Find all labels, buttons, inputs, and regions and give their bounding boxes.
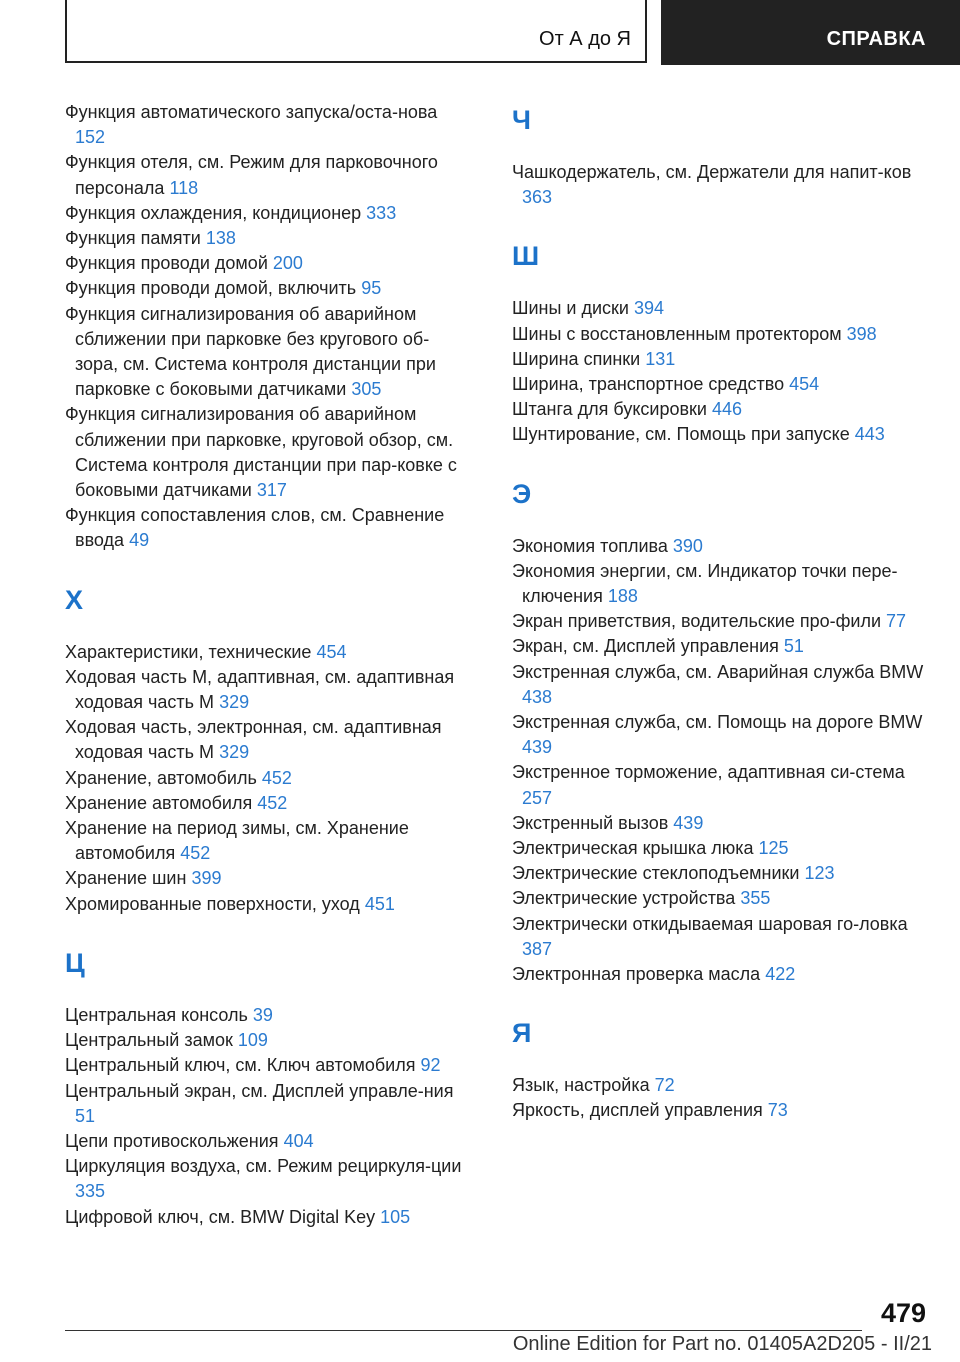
index-page-link[interactable]: 152: [75, 127, 106, 148]
index-page-link[interactable]: 317: [256, 480, 287, 501]
index-page-link[interactable]: 118: [169, 177, 199, 198]
index-page-link[interactable]: 329: [219, 742, 250, 763]
index-page-link[interactable]: 51: [783, 636, 804, 657]
index-entry-term: Штанга для буксировки: [512, 399, 707, 420]
index-entry-term: Яркость, дисплей управления: [512, 1100, 763, 1121]
index-entry: [65, 100, 470, 150]
index-entry: [512, 372, 932, 397]
index-entry-term: Функция памяти: [65, 228, 201, 249]
index-entry: [512, 160, 932, 210]
index-page-link[interactable]: 452: [261, 767, 292, 788]
index-letter-heading: Ц: [65, 947, 85, 978]
index-entry-term: Электронная проверка масла: [512, 964, 761, 985]
index-entry: [65, 1028, 470, 1053]
index-entry: [512, 1098, 932, 1123]
index-page-link[interactable]: 92: [420, 1055, 441, 1076]
index-entry-term: Экономия топлива: [512, 535, 668, 556]
index-page-link[interactable]: 138: [205, 228, 236, 249]
index-entry: [65, 1129, 470, 1154]
index-entry-term: Цепи противоскольжения: [65, 1130, 279, 1151]
index-entry-term: Электрическая крышка люка: [512, 838, 754, 859]
index-entry-term: Функция сопоставления слов, см. Сравнение ввода: [65, 505, 445, 551]
index-entry: [65, 665, 470, 715]
index-entry-term: Цифровой ключ, см. BMW Digital Key: [65, 1206, 376, 1227]
index-letter-heading: Ч: [512, 105, 531, 135]
index-page-link[interactable]: 105: [380, 1206, 411, 1227]
index-page-link[interactable]: 123: [804, 863, 835, 884]
index-page-link[interactable]: 452: [180, 843, 211, 864]
index-entry-term: Хранение, автомобиль: [65, 767, 257, 788]
index-page-link[interactable]: 49: [129, 530, 150, 551]
index-entry-term: Ходовая часть M, адаптивная, см. адаптивная ходовая часть M: [65, 666, 455, 713]
index-entry: [512, 836, 932, 861]
chapter-tab: [661, 0, 960, 65]
index-page-link[interactable]: 188: [607, 586, 638, 607]
index-page-link[interactable]: 72: [654, 1075, 675, 1096]
index-page-link[interactable]: 387: [522, 938, 553, 959]
index-entry: [65, 201, 470, 226]
index-page-link[interactable]: 355: [740, 888, 771, 909]
index-entry-term: Ходовая часть, электронная, см. адаптивная ходовая часть M: [65, 717, 442, 763]
index-entry: [65, 226, 470, 251]
index-entry-term: Центральная консоль: [65, 1004, 248, 1025]
index-page-link[interactable]: 39: [252, 1004, 273, 1025]
index-entry-term: Язык, настройка: [512, 1075, 650, 1096]
index-entry: [512, 534, 932, 559]
index-entry-term: Хромированные поверхности, уход: [65, 893, 360, 914]
page-header: [65, 0, 960, 65]
page-number: 479: [880, 1298, 926, 1328]
index-page-link[interactable]: 439: [522, 737, 553, 758]
index-entry-term: Экономия энергии, см. Индикатор точки пере‐ключения: [512, 560, 898, 607]
index-entry-term: Шины и диски: [512, 298, 629, 319]
index-page-link[interactable]: 200: [272, 253, 303, 274]
chapter-title: СПРАВКА: [826, 28, 926, 50]
index-entry-term: Хранение шин: [65, 868, 187, 889]
index-entry-term: Экран приветствия, водительские про‐фили: [512, 611, 882, 632]
index-page-link[interactable]: 454: [789, 374, 820, 395]
index-entry-term: Функция проводи домой, включить: [65, 278, 357, 299]
index-column-left: [65, 100, 470, 1230]
index-entry: [65, 1053, 470, 1078]
index-page-link[interactable]: 454: [316, 641, 347, 662]
index-letter-heading: Ш: [512, 241, 540, 272]
index-page-link[interactable]: 451: [364, 893, 395, 914]
index-page-link[interactable]: 390: [672, 535, 703, 556]
index-entry: [512, 861, 932, 886]
index-entry-term: Экстренное торможение, адаптивная си‐стема: [512, 762, 905, 783]
index-entry-term: Функция сигнализирования об аварийном сближении при парковке без кругового об‐зора, см. Система контроля дистанции при парковке с боковыми датчиками: [65, 303, 436, 400]
index-page-link[interactable]: 109: [237, 1030, 268, 1051]
index-entry-term: Центральный замок: [65, 1030, 233, 1051]
index-entry-term: Ширина, транспортное средство: [512, 374, 785, 395]
index-entry-term: Ширина спинки: [512, 348, 641, 369]
index-entry-term: Шунтирование, см. Помощь при запуске: [512, 424, 850, 445]
index-entry: [512, 811, 932, 836]
index-entry: [65, 791, 470, 816]
index-page-link[interactable]: 422: [765, 964, 796, 985]
index-entry-term: Чашкодержатель, см. Держатели для напит‐ков: [512, 162, 912, 182]
index-letter-heading: Я: [512, 1018, 532, 1049]
index-entry-term: Шины с восстановленным протектором: [512, 323, 842, 344]
footer-divider: [65, 1330, 862, 1331]
index-entry: [65, 1079, 470, 1129]
index-entry-term: Функция автоматического запуска/оста‐нова: [65, 102, 438, 122]
index-entry: [512, 296, 932, 321]
index-entry: [512, 397, 932, 422]
index-entry: [65, 816, 470, 866]
index-page-link[interactable]: 399: [191, 868, 222, 889]
index-page-link[interactable]: 333: [366, 202, 397, 223]
index-entry-term: Циркуляция воздуха, см. Режим рециркуля‐ции: [65, 1156, 462, 1177]
index-page-link[interactable]: 394: [634, 298, 665, 319]
index-letter-heading: Э: [512, 478, 532, 509]
index-page-link[interactable]: 439: [673, 812, 704, 833]
index-page-link[interactable]: 329: [219, 692, 250, 713]
index-entry: [65, 1205, 470, 1230]
index-page-link[interactable]: 398: [846, 323, 877, 344]
index-entry-term: Электрически откидываемая шаровая го‐ловка: [512, 913, 908, 934]
index-entry: [65, 251, 470, 276]
index-entry-term: Хранение автомобиля: [65, 792, 253, 813]
index-page-link[interactable]: 446: [712, 399, 743, 420]
index-entry: [512, 1073, 932, 1098]
index-page-link[interactable]: 131: [645, 348, 676, 369]
index-entry: [65, 1154, 470, 1204]
index-letter-heading: Х: [65, 584, 84, 615]
index-entry: [512, 347, 932, 372]
index-entry: [512, 962, 932, 987]
index-entry: [512, 609, 932, 634]
index-entry: [65, 640, 470, 665]
index-page-link[interactable]: 95: [361, 278, 382, 299]
index-entry: [512, 886, 932, 911]
index-entry: [512, 760, 932, 810]
index-entry: [512, 559, 932, 609]
index-entry: [65, 302, 470, 403]
index-entry-term: Хранение на период зимы, см. Хранение автомобиля: [65, 818, 409, 864]
index-entry: [65, 150, 470, 200]
index-entry-term: Функция охлаждения, кондиционер: [65, 202, 362, 223]
index-entry-term: Электрические стеклоподъемники: [512, 863, 800, 884]
index-entry: [65, 1003, 470, 1028]
section-title: От А до Я: [539, 28, 631, 50]
index-entry-term: Функция сигнализирования об аварийном сближении при парковке, круговой обзор, см. Система контроля дистанции при пар‐ковке с боковыми датчиками: [65, 404, 457, 501]
index-page-link[interactable]: 443: [854, 424, 885, 445]
index-entry: [512, 422, 932, 447]
index-page-link[interactable]: 125: [758, 838, 789, 859]
index-entry: [65, 892, 470, 917]
index-entry-term: Центральный экран, см. Дисплей управле‐ния: [65, 1080, 454, 1101]
section-tab: [65, 0, 647, 63]
index-page-link[interactable]: 73: [767, 1100, 788, 1121]
index-entry-term: Экран, см. Дисплей управления: [512, 636, 779, 657]
edition-text: Online Edition for Part no. 01405A2D205 - II/21: [512, 1333, 932, 1355]
index-entry: [512, 660, 932, 710]
index-entry: [65, 715, 470, 765]
index-column-right: [512, 100, 932, 1124]
index-entry-term: Характеристики, технические: [65, 641, 312, 662]
index-page-link[interactable]: 257: [522, 787, 553, 808]
index-entry: [65, 766, 470, 791]
index-page-link[interactable]: 452: [257, 792, 288, 813]
index-entry: [65, 866, 470, 891]
index-entry-term: Экстренная служба, см. Аварийная служба BMW: [512, 661, 924, 682]
index-entry: [512, 634, 932, 659]
index-entry-term: Центральный ключ, см. Ключ автомобиля: [65, 1055, 416, 1076]
index-entry-term: Функция проводи домой: [65, 253, 268, 274]
index-page-link[interactable]: 363: [522, 187, 553, 208]
index-page-link[interactable]: 77: [886, 611, 907, 632]
index-entry-term: Экстренная служба, см. Помощь на дороге BMW: [512, 712, 923, 733]
index-entry: [512, 912, 932, 962]
index-page-link[interactable]: 51: [75, 1105, 96, 1126]
index-page-link[interactable]: 404: [283, 1130, 314, 1151]
index-entry-term: Электрические устройства: [512, 888, 736, 909]
index-entry: [512, 322, 932, 347]
index-entry-term: Функция отеля, см. Режим для парковочного персонала: [65, 152, 438, 198]
index-page-link[interactable]: 305: [351, 379, 382, 400]
index-page-link[interactable]: 438: [522, 686, 553, 707]
index-page-link[interactable]: 335: [75, 1181, 106, 1202]
index-entry-term: Экстренный вызов: [512, 812, 669, 833]
index-entry: [65, 276, 470, 301]
index-entry: [512, 710, 932, 760]
index-entry: [65, 503, 470, 553]
index-entry: [65, 402, 470, 503]
